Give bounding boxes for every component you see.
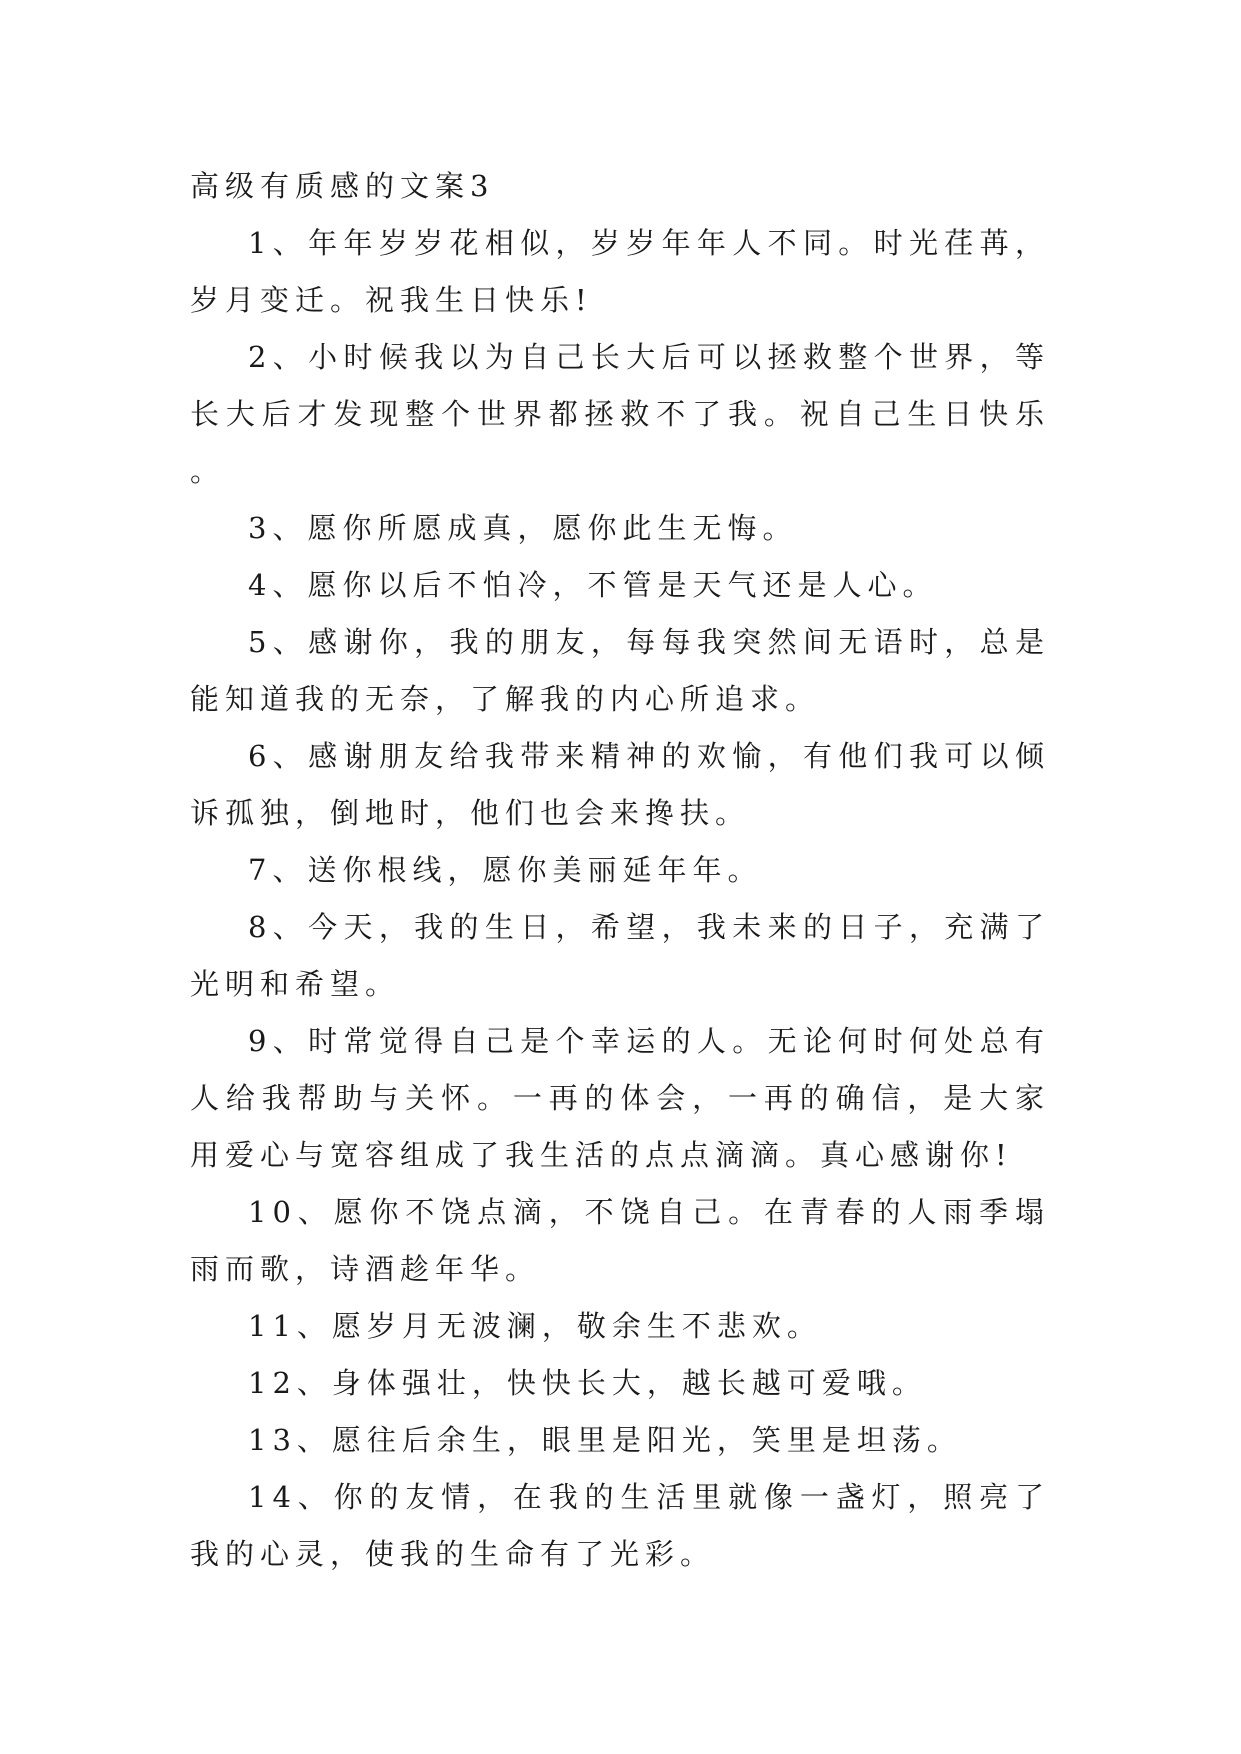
- document-body: [190, 158, 1050, 1583]
- list-item: 9、时常觉得自己是个幸运的人。无论何时何处总有人给我帮助与关怀。一再的体会，一再的确信，是大家用爱心与宽容组成了我生活的点点滴滴。真心感谢你!: [190, 1024, 1050, 1172]
- list-item: 5、感谢你，我的朋友，每每我突然间无语时，总是能知道我的无奈，了解我的内心所追求。: [190, 625, 1050, 716]
- list-item: 10、愿你不饶点滴，不饶自己。在青春的人雨季塌雨而歌，诗酒趁年华。: [190, 1195, 1050, 1286]
- list-item: 1、年年岁岁花相似，岁岁年年人不同。时光荏苒，岁月变迁。祝我生日快乐!: [190, 226, 1050, 317]
- document-title: 高级有质感的文案3: [190, 169, 495, 203]
- list-item: 7、送你根线，愿你美丽延年年。: [248, 853, 763, 887]
- list-item: 8、今天，我的生日，希望，我未来的日子，充满了光明和希望。: [190, 910, 1050, 1001]
- list-item: 13、愿往后余生，眼里是阳光，笑里是坦荡。: [248, 1423, 962, 1457]
- list-item: 14、你的友情，在我的生活里就像一盏灯，照亮了我的心灵，使我的生命有了光彩。: [190, 1480, 1050, 1571]
- list-item: 3、愿你所愿成真，愿你此生无悔。: [248, 511, 798, 545]
- list-item: 2、小时候我以为自己长大后可以拯救整个世界，等长大后才发现整个世界都拯救不了我。祝自己生日快乐。: [190, 340, 1050, 488]
- list-item: 12、身体强壮，快快长大，越长越可爱哦。: [248, 1366, 927, 1400]
- list-item: 4、愿你以后不怕冷，不管是天气还是人心。: [248, 568, 938, 602]
- list-item: 6、感谢朋友给我带来精神的欢愉，有他们我可以倾诉孤独，倒地时，他们也会来搀扶。: [190, 739, 1050, 830]
- list-item: 11、愿岁月无波澜，敬余生不悲欢。: [248, 1309, 822, 1343]
